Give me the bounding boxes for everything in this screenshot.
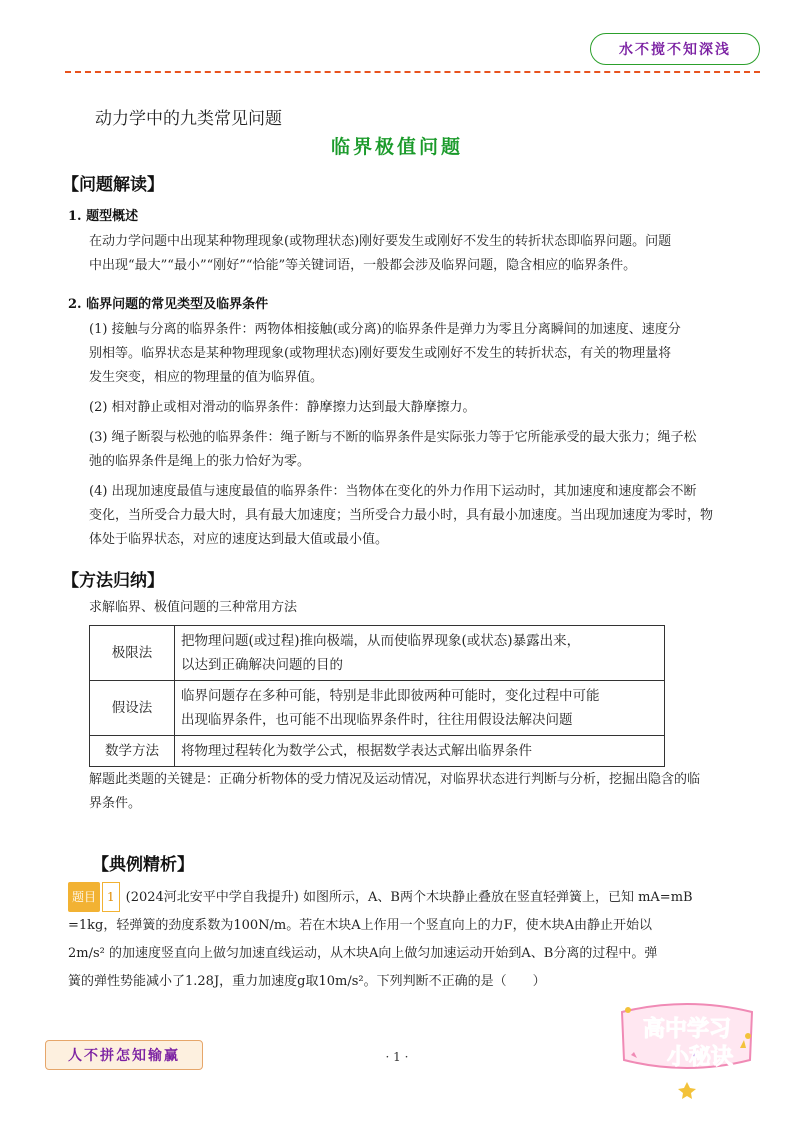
text-line: 界条件。 xyxy=(89,796,142,811)
table-row xyxy=(90,736,665,767)
text-line: 别相等。临界状态是某种物理现象(或物理状态)刚好要发生或刚好不发生的转折状态，有关的物理量将 xyxy=(89,346,672,361)
list-item xyxy=(89,318,769,390)
text-line: 出现临界条件，也可能不出现临界条件时，往往用假设法解决问题 xyxy=(181,712,573,728)
question-badge: 题目 xyxy=(68,882,100,912)
list-item xyxy=(89,396,769,420)
badge-line-2: 小秘诀 xyxy=(666,1045,734,1070)
list-item xyxy=(89,480,769,552)
text-line: =1kg，轻弹簧的劲度系数为100N/m。若在木块A上作用一个竖直向上的力F，使木块A由静止开始以 xyxy=(68,918,653,933)
text-line: (1) 接触与分离的临界条件：两物体相接触(或分离)的临界条件是弹力为零且分离瞬间的加速度、速度分 xyxy=(89,322,681,337)
text-line: 簧的弹性势能减小了1.28J，重力加速度g取10m/s²。下列判断不正确的是（ ） xyxy=(68,974,546,989)
section-heading-interpret: 【问题解读】 xyxy=(62,175,164,195)
critical-conditions-list xyxy=(89,318,769,552)
text-line: 解题此类题的关键是：正确分析物体的受力情况及运动情况，对临界状态进行判断与分析，挖掘出隐含的临 xyxy=(89,772,701,787)
text-line: 以达到正确解决问题的目的 xyxy=(181,657,343,673)
footer-motto-text: 人不拼怎知输赢 xyxy=(68,1048,180,1064)
method-name: 极限法 xyxy=(90,626,175,681)
text-line: 2m/s² 的加速度竖直向上做匀加速直线运动，从木块A向上做匀加速运动开始到A、B分离的过程中。弹 xyxy=(68,946,658,961)
text-line: (2) 相对静止或相对滑动的临界条件：静摩擦力达到最大静摩擦力。 xyxy=(89,400,476,415)
text-line: (2024河北安平中学自我提升) 如图所示，A、B两个木块静止叠放在竖直轻弹簧上，已知 mA=mB xyxy=(125,890,693,905)
method-name: 假设法 xyxy=(90,681,175,736)
text-line: 将物理过程转化为数学公式，根据数学表达式解出临界条件 xyxy=(181,743,532,759)
question-first-line xyxy=(68,882,768,912)
text-line: 变化，当所受合力最大时，具有最大加速度；当所受合力最小时，具有最小加速度。当出现加速度为零时，物 xyxy=(89,508,714,523)
page-title: 临界极值问题 xyxy=(330,136,463,158)
question-number: 1 xyxy=(102,882,120,912)
text-line: 发生突变，相应的物理量的值为临界值。 xyxy=(89,370,324,385)
table-row xyxy=(90,681,665,736)
text-line: 把物理问题(或过程)推向极端，从而使临界现象(或状态)暴露出来， xyxy=(181,633,581,649)
question-block xyxy=(68,882,768,996)
badge-line-1: 高中学习 xyxy=(642,1017,732,1042)
study-tips-badge xyxy=(612,1000,762,1090)
header-motto-badge xyxy=(590,33,760,65)
method-desc xyxy=(175,681,665,736)
section-heading-examples: 【典例精析】 xyxy=(92,855,194,875)
methods-table xyxy=(89,625,665,767)
method-name: 数学方法 xyxy=(90,736,175,767)
series-title: 动力学中的九类常见问题 xyxy=(95,109,282,129)
text-line: 弛的临界条件是绳上的张力恰好为零。 xyxy=(89,454,311,469)
list-item xyxy=(89,426,769,474)
text-line: 中出现“最大”“最小”“刚好”“恰能”等关键词语，一般都会涉及临界问题，隐含相应的临界条件。 xyxy=(89,258,637,273)
section-heading-methods: 【方法归纳】 xyxy=(62,571,164,591)
methods-intro: 求解临界、极值问题的三种常用方法 xyxy=(89,600,298,615)
header-dashed-divider xyxy=(65,71,760,73)
method-desc xyxy=(175,736,665,767)
text-line: (3) 绳子断裂与松弛的临界条件：绳子断与不断的临界条件是实际张力等于它所能承受的最大张力；绳子松 xyxy=(89,430,697,445)
text-line: 临界问题存在多种可能，特别是非此即彼两种可能时，变化过程中可能 xyxy=(181,688,600,704)
method-key-paragraph xyxy=(89,768,769,816)
table-row xyxy=(90,626,665,681)
subheading-type-overview: 1. 题型概述 xyxy=(68,209,139,224)
subheading-critical-types: 2. 临界问题的常见类型及临界条件 xyxy=(68,297,269,312)
page-number: · 1 · xyxy=(385,1050,409,1064)
overview-paragraph xyxy=(89,230,769,278)
text-line: 在动力学问题中出现某种物理现象(或物理状态)刚好要发生或刚好不发生的转折状态即临界问题。问题 xyxy=(89,234,672,249)
study-tips-badge-art xyxy=(612,1000,762,1100)
method-desc xyxy=(175,626,665,681)
header-motto-text: 水不搅不知深浅 xyxy=(619,42,731,58)
text-line: 体处于临界状态，对应的速度达到最大值或最小值。 xyxy=(89,532,389,547)
text-line: (4) 出现加速度最值与速度最值的临界条件：当物体在变化的外力作用下运动时，其加速度和速度都会不断 xyxy=(89,484,697,499)
